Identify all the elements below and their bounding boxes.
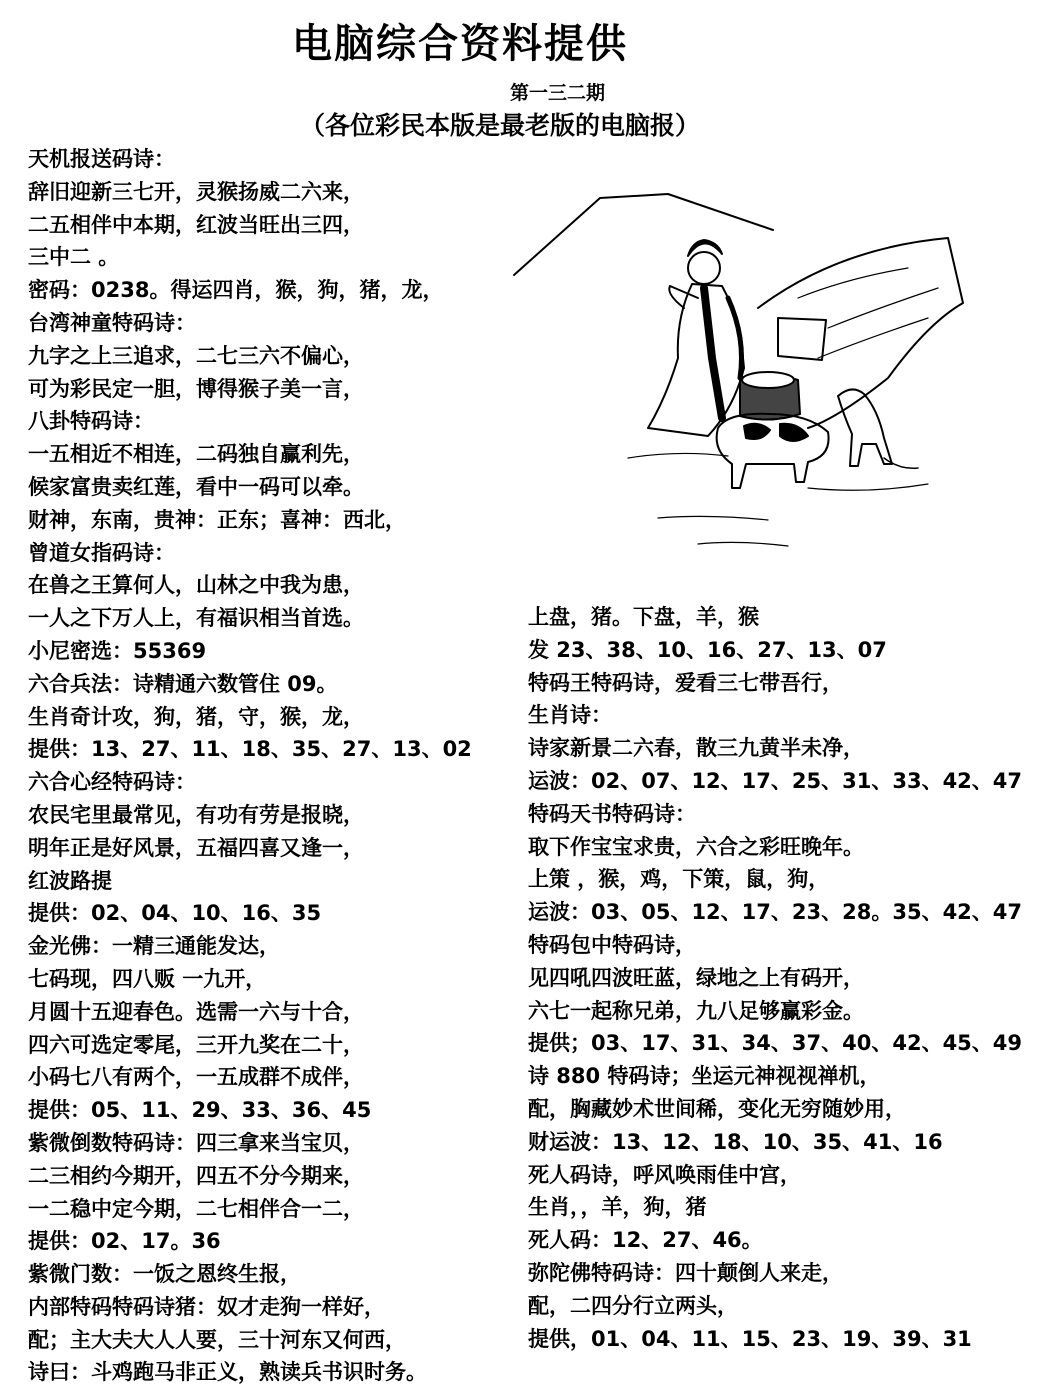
text-line: 一二稳中定今期，二七相伴合一二， — [28, 1196, 364, 1221]
text-line: 提供：05、11、29、33、36、45 — [28, 1098, 372, 1123]
text-line: 提供，01、04、11、15、23、19、39、31 — [528, 1326, 972, 1351]
text-line: 辞旧迎新三七开，灵猴扬威二六来， — [28, 179, 364, 204]
text-line: 小码七八有两个，一五成群不成伴， — [28, 1065, 364, 1090]
text-line: 密码：0238。得运四肖，猴，狗，猪，龙， — [28, 278, 444, 303]
text-line: 三中二 。 — [28, 245, 120, 270]
text-line: 配，二四分行立两头， — [528, 1293, 738, 1318]
text-line: 一人之下万人上，有福识相当首选。 — [28, 606, 364, 631]
text-line: 六合兵法：诗精通六数管住 09。 — [28, 671, 338, 696]
text-line: 上策 ，猴，鸡，下策，鼠，狗， — [528, 867, 830, 892]
text-line: 弥陀佛特码诗：四十颠倒人来走， — [528, 1260, 843, 1285]
text-line: 明年正是好风景，五福四喜又逢一， — [28, 835, 364, 860]
text-line: 取下作宝宝求贵，六合之彩旺晚年。 — [528, 834, 864, 859]
text-line: 提供；03、17、31、34、37、40、42、45、49 — [528, 1031, 1023, 1056]
text-line: 死人码诗，呼风唤雨佳中宫， — [528, 1162, 801, 1187]
text-line: 配；主大夫大人人要，三十河东又何西， — [28, 1327, 406, 1352]
page-title: 电脑综合资料提供 — [292, 21, 628, 67]
text-line: 农民宅里最常见，有功有劳是报晓， — [28, 802, 364, 827]
text-line: 在兽之王算何人，山林之中我为患， — [28, 573, 364, 598]
text-line: 金光佛：一精三通能发达， — [28, 934, 280, 959]
text-line: 提供：13、27、11、18、35、27、13、02 — [28, 737, 472, 762]
text-line: 配，胸藏妙术世间稀，变化无穷随妙用， — [528, 1096, 906, 1121]
text-line: 四六可选定零尾，三开九奖在二十， — [28, 1032, 364, 1057]
text-line: 紫微门数：一饭之恩终生报， — [28, 1262, 301, 1287]
woman-hair — [688, 240, 722, 256]
text-line: 运波：03、05、12、17、23、28。35、42、47 — [528, 900, 1023, 925]
text-line: 可为彩民定一胆，博得猴子美一言， — [28, 376, 364, 401]
issue-number: 第一三二期 — [510, 82, 606, 104]
text-line: 诗 880 特码诗；坐运元神视视禅机， — [528, 1064, 881, 1089]
text-line: 候家富贵卖红莲，看中一码可以牵。 — [28, 474, 364, 499]
pig — [717, 414, 829, 488]
woman-with-animals-illustration — [508, 188, 968, 558]
text-line: 提供：02、17。36 — [28, 1229, 221, 1254]
text-line: 生肖诗： — [528, 703, 612, 728]
text-line: 生肖奇计攻，狗，猪，守，猴，龙， — [28, 704, 364, 729]
text-line: 财神，东南，贵神：正东；喜神：西北， — [28, 507, 406, 532]
text-line: 二三相约今期开，四五不分今期来， — [28, 1163, 364, 1188]
text-line: 九字之上三追求，二七三六不偏心， — [28, 343, 364, 368]
text-line: 紫微倒数特码诗：四三拿来当宝贝， — [28, 1130, 364, 1155]
dog — [838, 389, 892, 466]
text-line: 台湾神童特码诗： — [28, 310, 196, 335]
text-line: 红波路提 — [28, 868, 112, 893]
right-text-column — [528, 601, 1022, 1355]
text-line: 特码包中特码诗， — [528, 932, 696, 957]
mountain-outline — [514, 194, 773, 275]
text-line: 生肖，，羊，狗，猪 — [528, 1195, 707, 1220]
woman-head — [688, 252, 720, 284]
text-line: 财运波：13、12、18、10、35、41、16 — [528, 1129, 943, 1154]
text-line: 月圆十五迎春色。选需一六与十合， — [28, 999, 364, 1024]
text-line: 八卦特码诗： — [28, 409, 154, 434]
paper-sheet — [778, 318, 826, 360]
text-line: 小尼密选：55369 — [28, 638, 207, 663]
text-line: 运波：02、07、12、17、25、31、33、42、47 — [528, 768, 1023, 793]
text-line: 诗家新景二六春，散三九黄半未净， — [528, 736, 864, 761]
text-line: 诗曰：斗鸡跑马非正义，熟读兵书识时务。 — [28, 1360, 427, 1385]
text-line: 发 23、38、10、16、27、13、07 — [528, 637, 887, 662]
text-line: 六七一起称兄弟，九八足够赢彩金。 — [528, 998, 864, 1023]
text-line: 特码王特码诗，爱看三七带吾行， — [528, 670, 843, 695]
text-line: 死人码：12、27、46。 — [528, 1228, 763, 1253]
text-line: 特码天书特码诗： — [528, 801, 696, 826]
text-line: 内部特码特码诗猪：奴才走狗一样好， — [28, 1294, 385, 1319]
text-line: 七码现，四八贩 一九开， — [28, 966, 267, 991]
text-line: 曾道女指码诗： — [28, 540, 175, 565]
text-line: 上盘，猪。下盘，羊，猴 — [528, 605, 759, 629]
left-text-column — [28, 143, 472, 1389]
text-line: 一五相近不相连，二码独自赢利先， — [28, 442, 364, 467]
text-line: 提供：02、04、10、16、35 — [28, 901, 322, 926]
text-line: 二五相伴中本期，红波当旺出三四， — [28, 212, 364, 237]
page-subtitle: （各位彩民本版是最老版的电脑报） — [300, 111, 701, 140]
text-line: 天机报送码诗： — [28, 147, 175, 171]
text-line: 六合心经特码诗： — [28, 770, 196, 795]
text-line: 见四吼四波旺蓝，绿地之上有码开， — [528, 965, 864, 990]
